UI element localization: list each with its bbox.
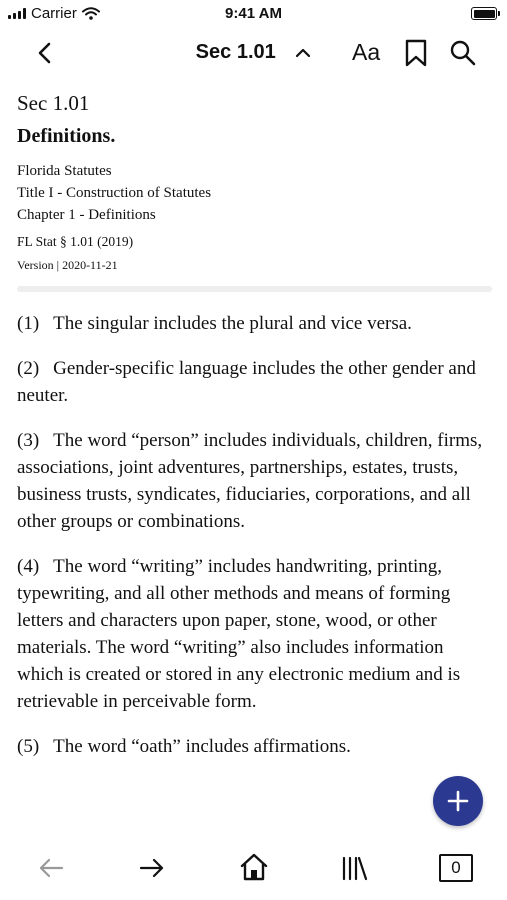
paragraph-text: The word “writing” includes handwriting, printing, typewriting, and all other methods and means of forming letters and characters upon paper, stone, wood, or other materials. The word “writing” also includes information which is created or stored in any electronic medium and is retrievable in perceivable form. <box>17 556 461 712</box>
nav-bar <box>0 30 507 76</box>
chevron-up-icon[interactable] <box>295 48 311 58</box>
paragraph-4 <box>17 553 493 715</box>
paragraph-text: Gender-specific language includes the other gender and neuter. <box>17 358 476 406</box>
add-button[interactable] <box>433 776 483 826</box>
paragraph-text: The word “person” includes individuals, children, firms, associations, joint adventures, partnerships, estates, trusts, business trusts, syndicates, fiduciaries, corporations, and all other groups or combinations. <box>17 430 483 532</box>
paragraph-number: (3) <box>17 430 40 451</box>
library-icon[interactable] <box>340 854 368 882</box>
section-title: Definitions. <box>17 125 116 147</box>
paragraph-number: (2) <box>17 358 40 379</box>
paragraph-5 <box>17 733 493 760</box>
section-heading: Sec 1.01 <box>17 91 90 115</box>
paragraph-number: (4) <box>17 556 40 577</box>
home-icon[interactable] <box>239 852 269 882</box>
source-name: Florida Statutes <box>17 163 112 179</box>
arrow-left-icon[interactable] <box>37 854 65 882</box>
bottom-toolbar <box>0 846 507 900</box>
paragraph-text: The singular includes the plural and vice versa. <box>53 313 412 334</box>
paragraph-number: (1) <box>17 313 40 334</box>
paragraph-3 <box>17 427 493 535</box>
version-line: Version | 2020-11-21 <box>17 258 118 272</box>
citation: FL Stat § 1.01 (2019) <box>17 234 134 249</box>
divider <box>17 286 492 292</box>
tabs-count-button[interactable]: 0 <box>439 854 473 882</box>
paragraph-text: The word “oath” includes affirmations. <box>53 736 351 757</box>
arrow-right-icon[interactable] <box>138 854 166 882</box>
search-icon[interactable] <box>449 39 477 67</box>
carrier-label: Carrier <box>31 5 77 22</box>
chapter-line: Chapter 1 - Definitions <box>17 207 156 223</box>
paragraph-2 <box>17 355 493 409</box>
battery-icon <box>471 7 497 20</box>
nav-title-text[interactable]: Sec 1.01 <box>195 41 276 63</box>
nav-title[interactable] <box>0 41 507 64</box>
font-size-button[interactable]: Aa <box>352 39 381 65</box>
status-bar <box>0 0 507 30</box>
title-line: Title I - Construction of Statutes <box>17 185 212 201</box>
paragraph-number: (5) <box>17 736 40 757</box>
paragraph-1 <box>17 310 493 337</box>
status-time: 9:41 AM <box>225 5 282 22</box>
plus-icon <box>446 789 470 813</box>
bookmark-icon[interactable] <box>404 39 428 67</box>
document-content <box>17 88 493 778</box>
